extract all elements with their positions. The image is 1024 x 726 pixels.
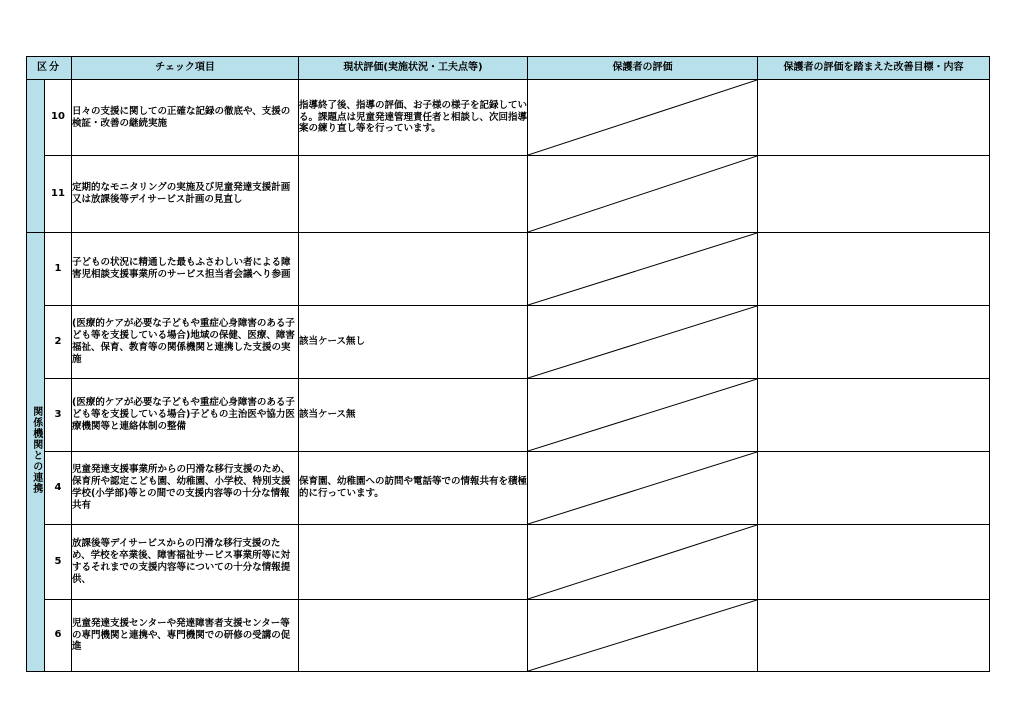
table-row	[27, 156, 990, 233]
check-item-text: 日々の支援に関しての正確な記録の徹底や、支援の検証・改善の継続実施	[72, 80, 299, 156]
header-status: 現状評価(実施状況・工夫点等)	[299, 57, 528, 80]
guardian-eval-cell	[528, 156, 758, 233]
diagonal-line	[528, 600, 757, 671]
row-number: 6	[45, 600, 72, 672]
guardian-eval-cell	[528, 379, 758, 452]
check-item-text: 子どもの状況に精通した最もふさわしい者による障害児相談支援事業所のサービス担当者会議へり参画	[72, 233, 299, 306]
diagonal-line	[528, 452, 757, 524]
improvement-cell	[758, 233, 990, 306]
header-check-item: チェック項目	[72, 57, 299, 80]
check-item-text: (医療的ケアが必要な子どもや重症心身障害のある子ども等を支援している場合)子どもの主治医や協力医療機関等と連絡体制の整備	[72, 379, 299, 452]
row-number: 4	[45, 452, 72, 525]
check-item-text: 児童発達支援センターや発達障害者支援センター等の専門機関と連携や、専門機関での研修の受講の促進	[72, 600, 299, 672]
status-cell	[299, 233, 528, 306]
header-guardian-eval: 保護者の評価	[528, 57, 758, 80]
row-number: 10	[45, 80, 72, 156]
guardian-eval-cell	[528, 306, 758, 379]
row-number: 3	[45, 379, 72, 452]
header-improvement: 保護者の評価を踏まえた改善目標・内容	[758, 57, 990, 80]
table-row	[27, 80, 990, 156]
improvement-cell	[758, 600, 990, 672]
header-kubun: 区分	[27, 57, 72, 80]
status-cell	[299, 600, 528, 672]
status-cell	[299, 156, 528, 233]
row-number: 1	[45, 233, 72, 306]
guardian-eval-cell	[528, 80, 758, 156]
guardian-eval-cell	[528, 525, 758, 600]
category-cell-prev	[27, 80, 45, 233]
check-item-text: 児童発達支援事業所からの円滑な移行支援のため、保育所や認定こども園、幼稚園、小学校、特別支援学校(小学部)等との間での支援内容等の十分な情報共有	[72, 452, 299, 525]
table-header-row	[27, 57, 990, 80]
category-cell	[27, 233, 45, 672]
table-row	[27, 525, 990, 600]
improvement-cell	[758, 379, 990, 452]
diagonal-line	[528, 306, 757, 378]
status-cell: 保育園、幼稚園への訪問や電話等での情報共有を積極的に行っています。	[299, 452, 528, 525]
guardian-eval-cell	[528, 233, 758, 306]
check-item-text: 定期的なモニタリングの実施及び児童発達支援計画又は放課後等デイサービス計画の見直し	[72, 156, 299, 233]
improvement-cell	[758, 80, 990, 156]
diagonal-line	[528, 156, 757, 232]
guardian-eval-cell	[528, 600, 758, 672]
status-cell: 該当ケース無し	[299, 306, 528, 379]
diagonal-line	[528, 80, 757, 155]
diagonal-line	[528, 525, 757, 599]
table-row	[27, 306, 990, 379]
evaluation-table	[26, 56, 990, 672]
status-cell	[299, 525, 528, 600]
check-item-text: (医療的ケアが必要な子どもや重症心身障害のある子ども等を支援している場合)地域の保健、医療、障害福祉、保育、教育等の関係機関と連携した支援の実施	[72, 306, 299, 379]
improvement-cell	[758, 452, 990, 525]
improvement-cell	[758, 525, 990, 600]
row-number: 2	[45, 306, 72, 379]
improvement-cell	[758, 306, 990, 379]
diagonal-line	[528, 379, 757, 451]
diagonal-line	[528, 233, 757, 305]
status-cell: 該当ケース無	[299, 379, 528, 452]
row-number: 5	[45, 525, 72, 600]
row-number: 11	[45, 156, 72, 233]
category-label: 関係機関との連携	[30, 406, 42, 495]
check-item-text: 放課後等デイサービスからの円滑な移行支援のため、学校を卒業後、障害福祉サービス事業所等に対するそれまでの支援内容等についての十分な情報提供、	[72, 525, 299, 600]
guardian-eval-cell	[528, 452, 758, 525]
table-row	[27, 600, 990, 672]
improvement-cell	[758, 156, 990, 233]
status-cell: 指導終了後、指導の評価、お子様の様子を記録している。課題点は児童発達管理責任者と相談し、次回指導案の練り直し等を行っています。	[299, 80, 528, 156]
table-row	[27, 452, 990, 525]
table-row	[27, 379, 990, 452]
table-row	[27, 233, 990, 306]
